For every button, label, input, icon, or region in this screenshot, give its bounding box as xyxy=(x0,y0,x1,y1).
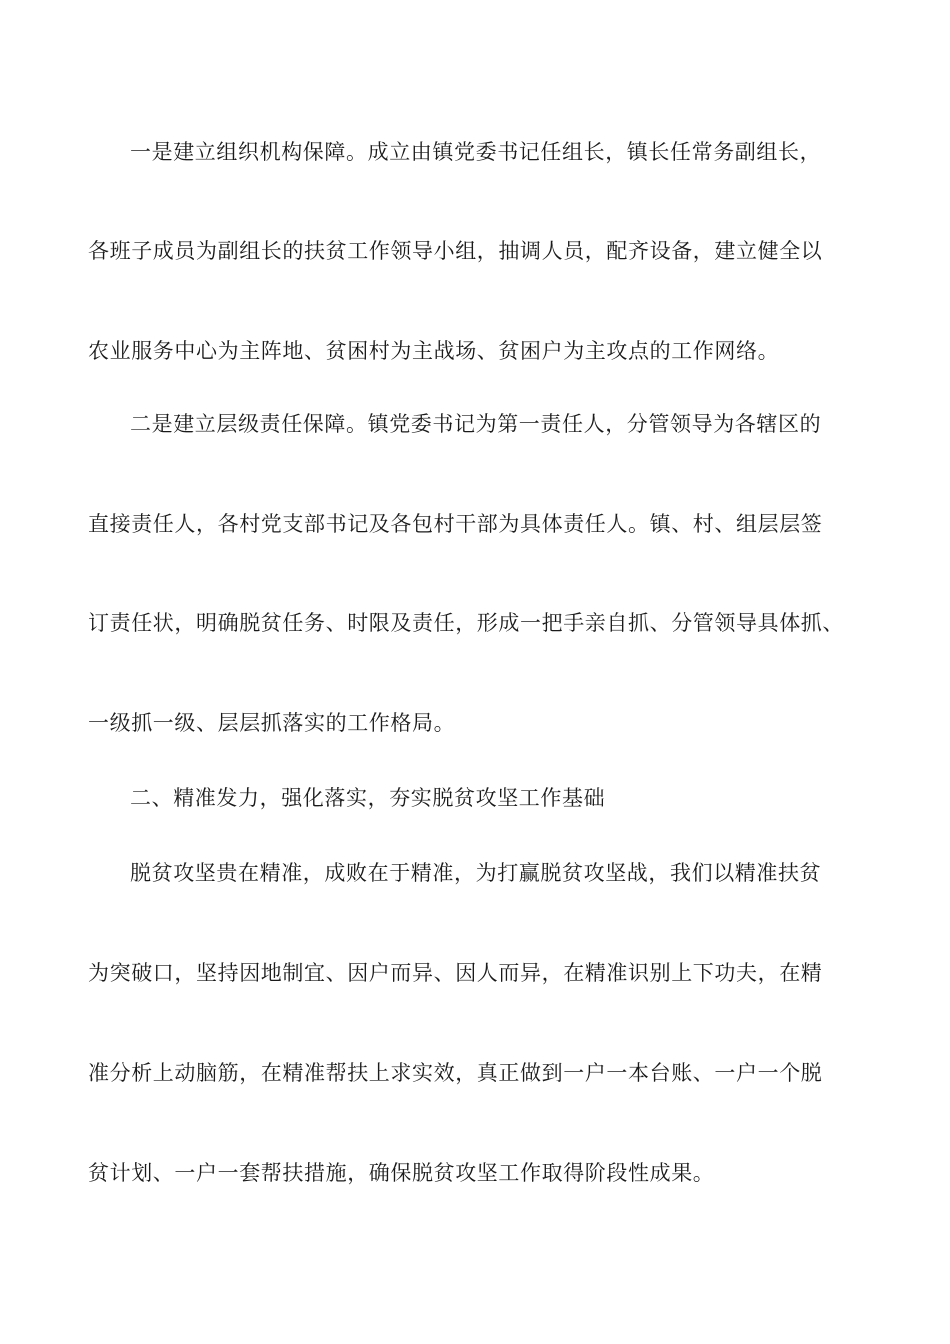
paragraph-responsibility-guarantee-line-1: 二是建立层级责任保障。镇党委书记为第一责任人，分管领导为各辖区的 xyxy=(130,412,822,436)
paragraph-responsibility-guarantee-line-4: 一级抓一级、层层抓落实的工作格局。 xyxy=(88,711,456,735)
paragraph-responsibility-guarantee-line-2: 直接责任人，各村党支部书记及各包村干部为具体责任人。镇、村、组层层签 xyxy=(88,512,823,536)
paragraph-org-guarantee-line-1: 一是建立组织机构保障。成立由镇党委书记任组长，镇长任常务副组长， xyxy=(130,140,822,164)
paragraph-org-guarantee-line-3: 农业服务中心为主阵地、贫困村为主战场、贫困户为主攻点的工作网络。 xyxy=(88,339,780,363)
section-heading-precision: 二、精准发力，强化落实，夯实脱贫攻坚工作基础 xyxy=(130,786,606,810)
paragraph-precision-line-4: 贫计划、一户一套帮扶措施，确保脱贫攻坚工作取得阶段性成果。 xyxy=(88,1161,715,1185)
paragraph-responsibility-guarantee-line-3: 订责任状，明确脱贫任务、时限及责任，形成一把手亲自抓、分管领导具体抓、 xyxy=(88,611,844,635)
paragraph-precision-line-1: 脱贫攻坚贵在精准，成败在于精准，为打赢脱贫攻坚战，我们以精准扶贫 xyxy=(130,861,822,885)
paragraph-org-guarantee-line-2: 各班子成员为副组长的扶贫工作领导小组，抽调人员，配齐设备，建立健全以 xyxy=(88,239,823,263)
paragraph-precision-line-3: 准分析上动脑筋，在精准帮扶上求实效，真正做到一户一本台账、一户一个脱 xyxy=(88,1061,823,1085)
paragraph-precision-line-2: 为突破口，坚持因地制宜、因户而异、因人而异，在精准识别上下功夫，在精 xyxy=(88,961,823,985)
